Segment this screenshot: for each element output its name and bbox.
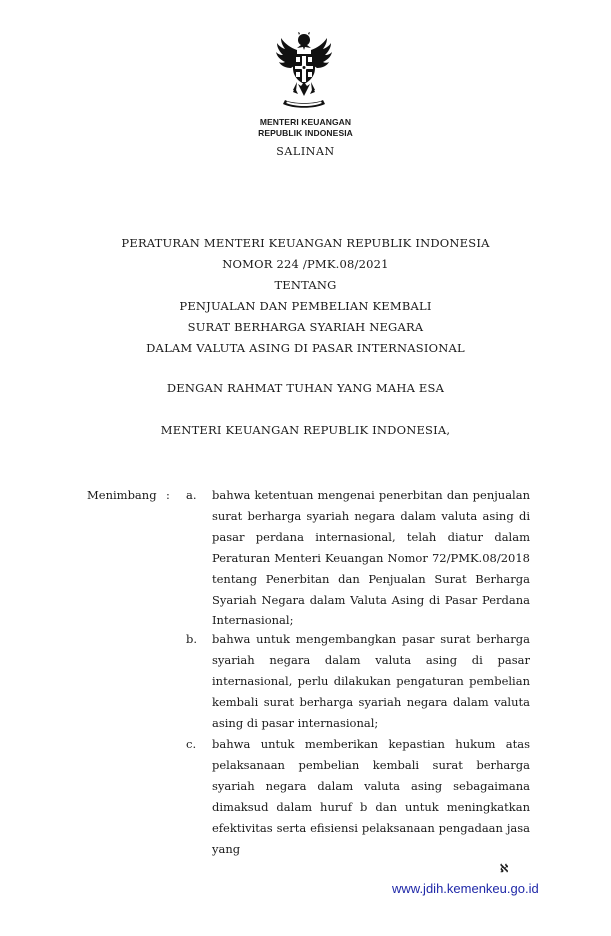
paraf-initial: ℵ [500,862,509,875]
issuer-line: MENTERI KEUANGAN REPUBLIK INDONESIA, [160,423,451,437]
regulation-number: NOMOR 224 /PMK.08/2021 [222,257,389,271]
jdih-website-link[interactable]: www.jdih.kemenkeu.go.id [392,881,539,896]
blessing-line: DENGAN RAHMAT TUHAN YANG MAHA ESA [166,381,445,395]
tentang-label: TENTANG [274,278,337,292]
item-letter: c. [186,737,197,751]
garuda-emblem-icon [273,32,335,114]
copy-label: SALINAN [276,145,335,158]
considering-item-b [212,629,530,734]
subject-line2: SURAT BERHARGA SYARIAH NEGARA [187,320,424,334]
item-text: bahwa untuk mengembangkan pasar surat berharga syariah negara dalam valuta asing di pasar internasional, perlu dilakukan pengaturan pembelian kembali surat berharga syariah negara dalam valuta asing di pasar internasional; [212,632,530,730]
considering-colon: : [166,488,170,502]
ministry-name-line1: MENTERI KEUANGAN [259,117,352,127]
regulation-title: PERATURAN MENTERI KEUANGAN REPUBLIK INDONESIA [121,236,490,250]
considering-item-c [212,734,530,859]
item-letter: b. [186,632,198,646]
considering-label: Menimbang [87,488,157,502]
item-text: bahwa untuk memberikan kepastian hukum atas pelaksanaan pembelian kembali surat berharga syariah negara dalam valuta asing sebagaimana dimaksud dalam huruf b dan untuk meningkatkan efektivitas serta efisiensi pelaksanaan pengadaan jasa yang [212,737,530,856]
considering-item-a [212,485,530,631]
item-text: bahwa ketentuan mengenai penerbitan dan penjualan surat berharga syariah negara dalam valuta asing di pasar perdana internasional, telah diatur dalam Peraturan Menteri Keuangan Nomor 72/PMK.08/2018 tentang Penerbitan dan Penjualan Surat Berharga Syariah Negara dalam Valuta Asing di Pasar Perdana Internasional; [212,488,530,628]
item-letter: a. [186,488,197,502]
subject-line3: DALAM VALUTA ASING DI PASAR INTERNASIONAL [146,341,465,355]
ministry-name-line2: REPUBLIK INDONESIA [258,128,353,138]
subject-line1: PENJUALAN DAN PEMBELIAN KEMBALI [179,299,432,313]
